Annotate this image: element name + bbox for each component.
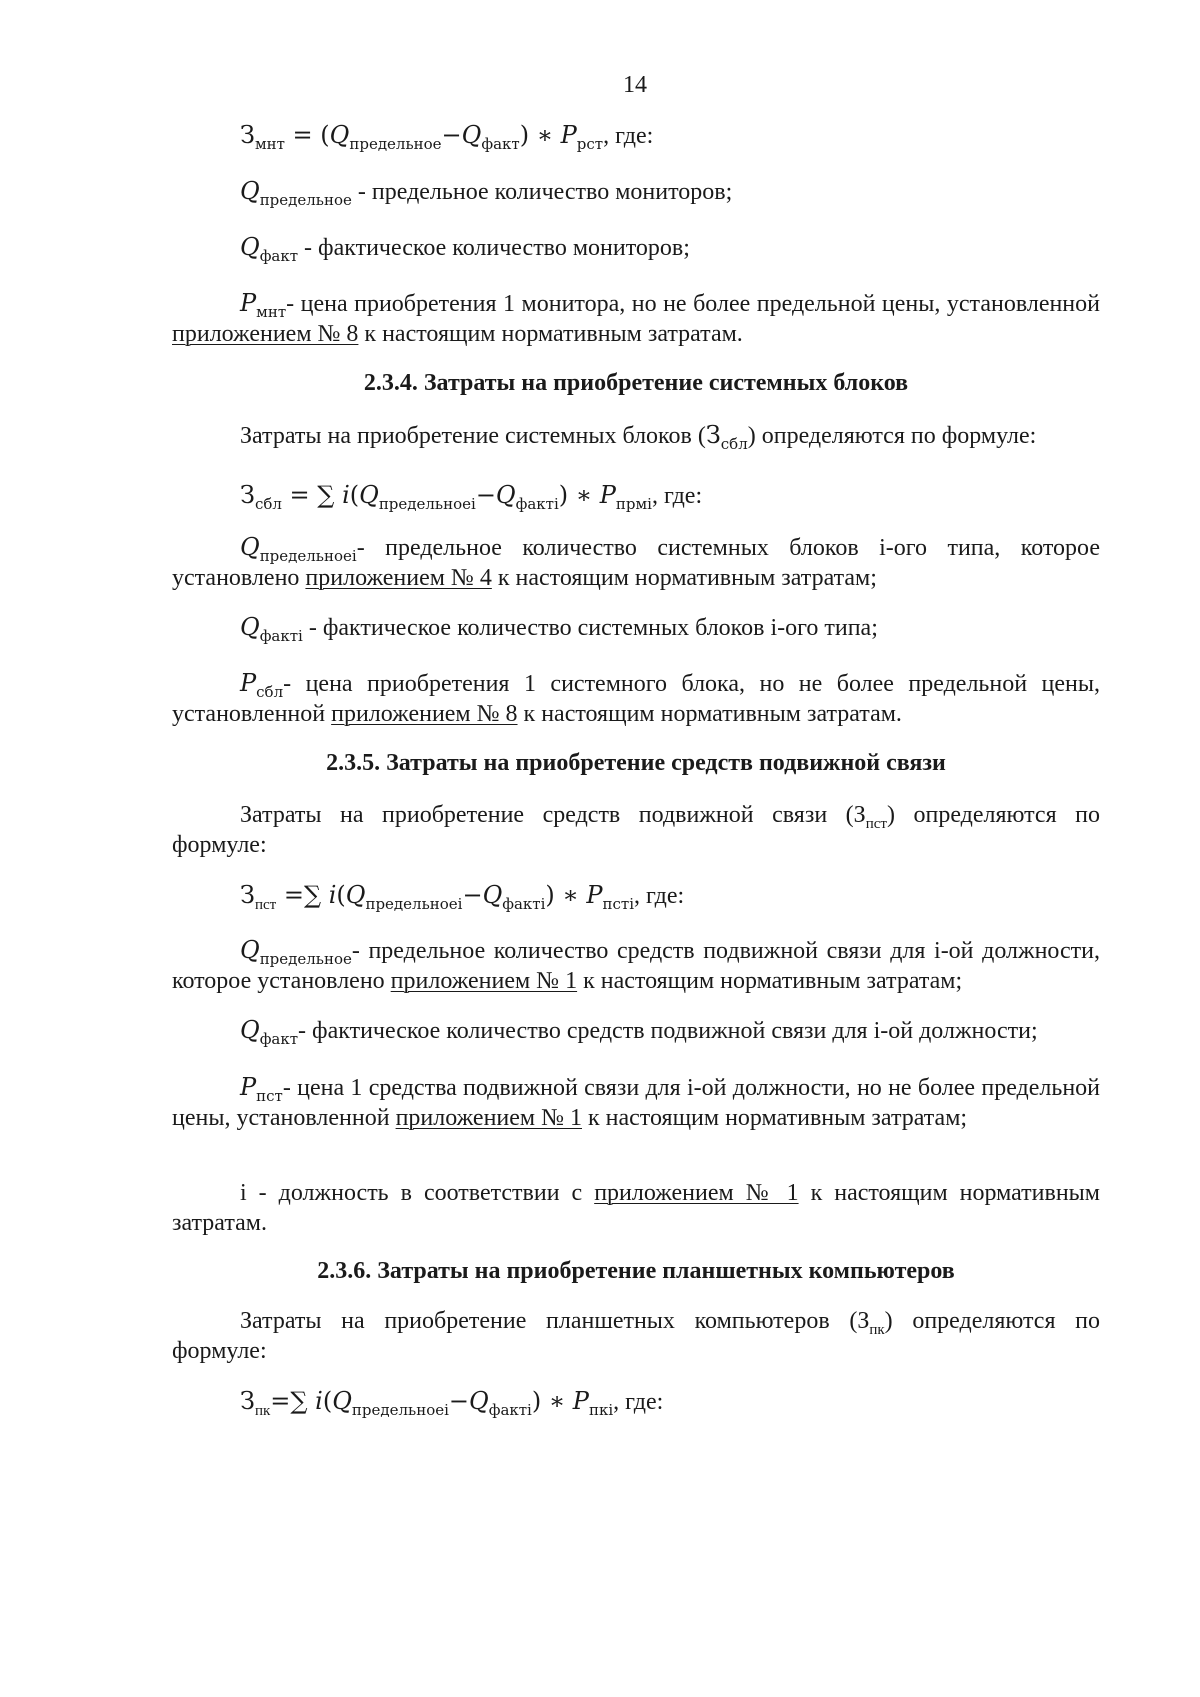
- link-appendix-8[interactable]: приложением № 8: [172, 321, 359, 347]
- definition-p-system-unit: $P_{сбл}-$ цена приобретения 1 системного блока, но не более предельной цены, установленной приложением № 8 к настоящим нормативным затратам.: [172, 669, 1100, 727]
- definition-p-monitor: $P_{мнт}-$ цена приобретения 1 монитора, но не более предельной цены, установленной приложением № 8 к настоящим нормативным затратам.: [172, 289, 1100, 347]
- intro-tablets: Затраты на приобретение планшетных компьютеров $(З_{пк})$ определяются по формуле:: [172, 1308, 1100, 1364]
- intro-mobile: Затраты на приобретение средств подвижной связи $(З_{пст})$ определяются по формуле:: [172, 802, 1100, 858]
- link-appendix-1[interactable]: приложением № 1: [390, 968, 578, 994]
- intro-system-units: Затраты на приобретение системных блоков $(З_{сбл})$ определяются по формуле:: [240, 421, 1037, 453]
- page-number: 14: [623, 72, 647, 98]
- formula-system-units: $З_{сбл}$ = ∑ $i(Q_{предельноеi}-Q_{фактi})$ ∗ $P_{прмi}$, где:: [240, 481, 703, 513]
- formula-tablets: $З_{пк}=\sum$ $i(Q_{предельноеi}-Q_{фактi})$ ∗ $P_{пкi}$, где:: [240, 1387, 664, 1419]
- heading-2-3-4: 2.3.4. Затраты на приобретение системных блоков: [363, 370, 909, 396]
- link-appendix-8b[interactable]: приложением № 8: [331, 701, 518, 727]
- definition-i-position: i - должность в соответствии с приложением № 1 к настоящим нормативным затратам.: [172, 1180, 1100, 1236]
- definition-q-fact: $Q_{факт}$ - фактическое количество мониторов;: [240, 233, 690, 265]
- definition-q-limit-i: $Q_{предельноеi}-$ предельное количество системных блоков i-ого типа, которое установлено приложением № 4 к настоящим нормативным затратам;: [172, 533, 1100, 591]
- definition-p-mobile: $P_{пст}-$ цена 1 средства подвижной связи для i-ой должности, но не более предельной цены, установленной приложением № 1 к настоящим нормативным затратам;: [172, 1073, 1100, 1131]
- heading-2-3-5: 2.3.5. Затраты на приобретение средств подвижной связи: [326, 750, 946, 776]
- definition-q-fact-i: $Q_{фактi}$ - фактическое количество системных блоков i-ого типа;: [240, 613, 878, 645]
- definition-q-limit-mobile: $Q_{предельное}-$ предельное количество средств подвижной связи для i-ой должности, которое установлено приложением № 1 к настоящим нормативным затратам;: [172, 936, 1100, 994]
- formula-mobile: $З_{пст}$ =∑ $i(Q_{предельноеi}-Q_{фактi})$ ∗ $P_{пстi}$, где:: [240, 881, 685, 913]
- definition-q-limit: $Q_{предельное}$ - предельное количество мониторов;: [240, 177, 733, 209]
- formula-monitors: $З_{мнт} = (Q_{предельное}-Q_{факт})$ ∗ $P_{рст}$, где:: [240, 121, 654, 153]
- link-appendix-1c[interactable]: приложением № 1: [594, 1180, 799, 1206]
- link-appendix-1b[interactable]: приложением № 1: [395, 1105, 582, 1131]
- definition-q-fact-mobile: $Q_{факт}-$ фактическое количество средств подвижной связи для i-ой должности;: [240, 1016, 1038, 1048]
- link-appendix-4[interactable]: приложением № 4: [305, 565, 492, 591]
- heading-2-3-6: 2.3.6. Затраты на приобретение планшетных компьютеров: [317, 1258, 955, 1284]
